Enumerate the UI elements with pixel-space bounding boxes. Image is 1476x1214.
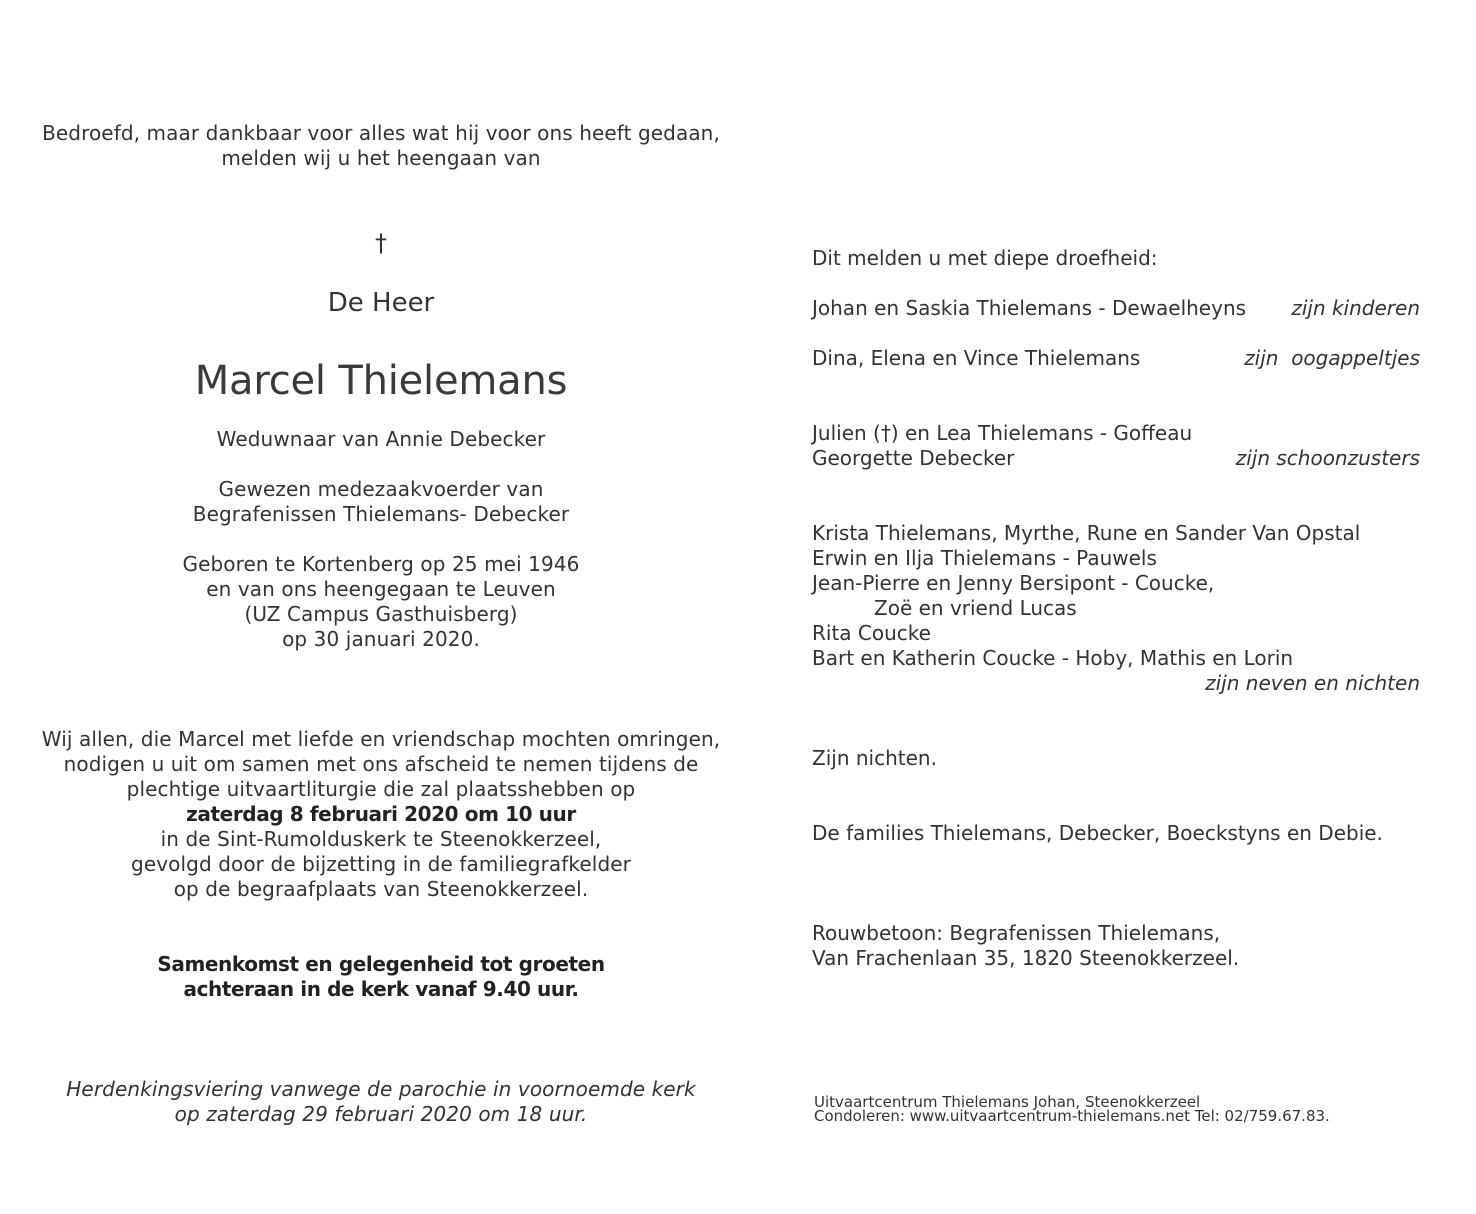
role-line: Begrafenissen Thielemans- Debecker	[192, 502, 570, 526]
place-line: in de Sint-Rumolduskerk te Steenokkerzeel,	[160, 827, 602, 851]
role-line: Gewezen medezaakvoerder van	[218, 477, 544, 501]
cousin-line: Bart en Katherin Coucke - Hoby, Mathis en Lorin	[812, 646, 1294, 670]
intro-text	[30, 121, 732, 171]
in-laws-relation: zijn schoonzusters	[1235, 446, 1420, 470]
cousin-line: Krista Thielemans, Myrthe, Rune en Sander Van Opstal	[812, 521, 1361, 545]
former-role	[30, 477, 732, 527]
children-relation: zijn kinderen	[1291, 296, 1420, 320]
place-line: gevolgd door de bijzetting in de familiegrafkelder	[131, 852, 631, 876]
grandchildren-relation: zijn oogappeltjes	[1244, 346, 1420, 370]
children-names: Johan en Saskia Thielemans - Dewaelheyns	[812, 296, 1247, 320]
birth-death-info	[30, 552, 732, 652]
footer-contact: Condoleren: www.uitvaartcentrum-thielemans.net Tel: 02/759.67.83.	[814, 1107, 1330, 1125]
cousin-line: Zoë en vriend Lucas	[874, 596, 1077, 620]
cousin-line: Jean-Pierre en Jenny Bersipont - Coucke,	[812, 571, 1215, 595]
in-laws-row	[812, 446, 1420, 471]
widower-line: Weduwnaar van Annie Debecker	[216, 427, 546, 451]
in-laws-line-1: Julien (†) en Lea Thielemans - Goffeau	[812, 421, 1193, 445]
in-laws-line-2: Georgette Debecker	[812, 446, 1015, 470]
children-row	[812, 296, 1420, 321]
gathering-line: Samenkomst en gelegenheid tot groeten	[157, 952, 605, 976]
gathering-info	[30, 952, 732, 1002]
cousins-relation: zijn neven en nichten	[1205, 671, 1420, 695]
cousin-line: Erwin en Ilja Thielemans - Pauwels	[812, 546, 1157, 570]
funeral-home-address: Van Frachenlaan 35, 1820 Steenokkerzeel.	[812, 946, 1240, 970]
birth-death-line: en van ons heengegaan te Leuven	[206, 577, 556, 601]
invite-line: nodigen u uit om samen met ons afscheid te nemen tijdens de	[63, 752, 699, 776]
invite-line: plechtige uitvaartliturgie die zal plaatsshebben op	[126, 777, 636, 801]
grandchildren-names: Dina, Elena en Vince Thielemans	[812, 346, 1141, 370]
gathering-line: achteraan in de kerk vanaf 9.40 uur.	[183, 977, 579, 1001]
funeral-invitation	[30, 727, 732, 902]
birth-death-line: op 30 januari 2020.	[282, 627, 480, 651]
deceased-name: Marcel Thielemans	[194, 358, 568, 404]
memorial-service	[30, 1077, 732, 1127]
memorial-line: op zaterdag 29 februari 2020 om 18 uur.	[174, 1102, 588, 1126]
funeral-home-line: Rouwbetoon: Begrafenissen Thielemans,	[812, 921, 1221, 945]
footer-line: Uitvaartcentrum Thielemans Johan, Steenokkerzeel	[814, 1093, 1201, 1111]
cousin-line: Rita Coucke	[812, 621, 931, 645]
mourners-heading: Dit melden u met diepe droefheid:	[812, 246, 1158, 270]
place-line: op de begraafplaats van Steenokkerzeel.	[173, 877, 589, 901]
intro-line: melden wij u het heengaan van	[221, 146, 541, 170]
nieces-line: Zijn nichten.	[812, 746, 937, 770]
birth-death-line: (UZ Campus Gasthuisberg)	[244, 602, 518, 626]
funeral-date-time: zaterdag 8 februari 2020 om 10 uur	[186, 802, 576, 826]
memorial-line: Herdenkingsviering vanwege de parochie in voornoemde kerk	[66, 1077, 696, 1101]
cross-symbol: †	[375, 229, 387, 257]
salutation: De Heer	[327, 288, 435, 318]
families-line: De families Thielemans, Debecker, Boeckstyns en Debie.	[812, 821, 1383, 845]
invite-line: Wij allen, die Marcel met liefde en vriendschap mochten omringen,	[41, 727, 721, 751]
intro-line: Bedroefd, maar dankbaar voor alles wat hij voor ons heeft gedaan,	[42, 121, 720, 145]
birth-death-line: Geboren te Kortenberg op 25 mei 1946	[182, 552, 580, 576]
grandchildren-row	[812, 346, 1420, 371]
